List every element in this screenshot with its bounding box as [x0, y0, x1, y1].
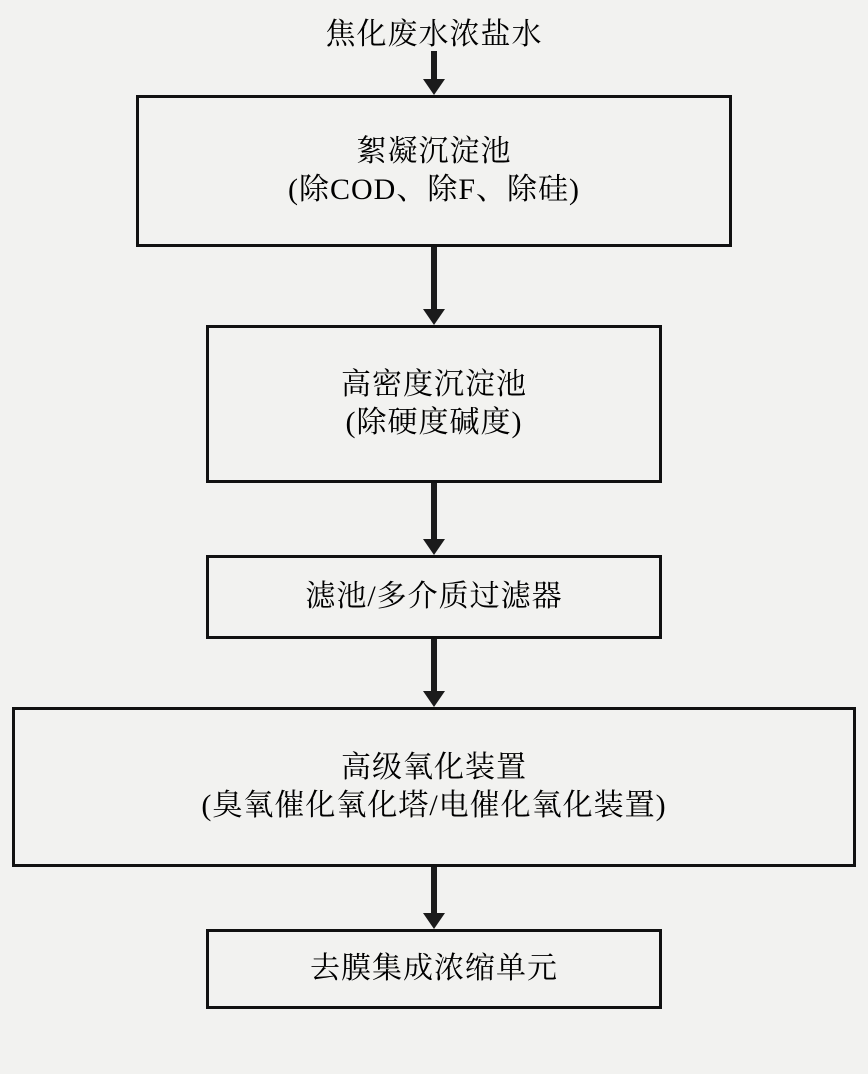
arrow-head-icon — [423, 79, 445, 95]
arrow-shaft — [431, 247, 437, 310]
arrow-shaft — [431, 639, 437, 692]
node-label-line: 絮凝沉淀池 — [356, 134, 512, 168]
arrow-head-icon — [423, 691, 445, 707]
connector-arrow-4 — [425, 639, 443, 707]
connector-arrow-5 — [425, 867, 443, 929]
connector-arrow-1 — [425, 51, 443, 95]
node-label-line: (除COD、除F、除硅) — [287, 173, 580, 206]
node-label-line: 高级氧化装置 — [341, 750, 527, 784]
arrow-shaft — [431, 51, 437, 80]
node-label-line: 去膜集成浓缩单元 — [310, 951, 558, 985]
process-node-filter-multimedia-filter — [206, 555, 662, 639]
process-node-flocculation-sedimentation-tank — [136, 95, 732, 247]
arrow-head-icon — [423, 539, 445, 555]
node-label-line: 高密度沉淀池 — [341, 367, 527, 401]
connector-arrow-3 — [425, 483, 443, 555]
process-node-advanced-oxidation-unit — [12, 707, 856, 867]
arrow-shaft — [431, 867, 437, 914]
arrow-head-icon — [423, 913, 445, 929]
process-node-membrane-concentration-unit — [206, 929, 662, 1009]
process-node-high-density-sedimentation-tank — [206, 325, 662, 483]
arrow-head-icon — [423, 309, 445, 325]
connector-arrow-2 — [425, 247, 443, 325]
node-label-line: (臭氧催化氧化塔/电催化氧化装置) — [201, 789, 667, 822]
node-label-line: 滤池/多介质过滤器 — [305, 579, 563, 613]
node-label-line: (除硬度碱度) — [345, 406, 523, 439]
arrow-shaft — [431, 483, 437, 540]
diagram-title: 焦化废水浓盐水 — [325, 18, 543, 51]
